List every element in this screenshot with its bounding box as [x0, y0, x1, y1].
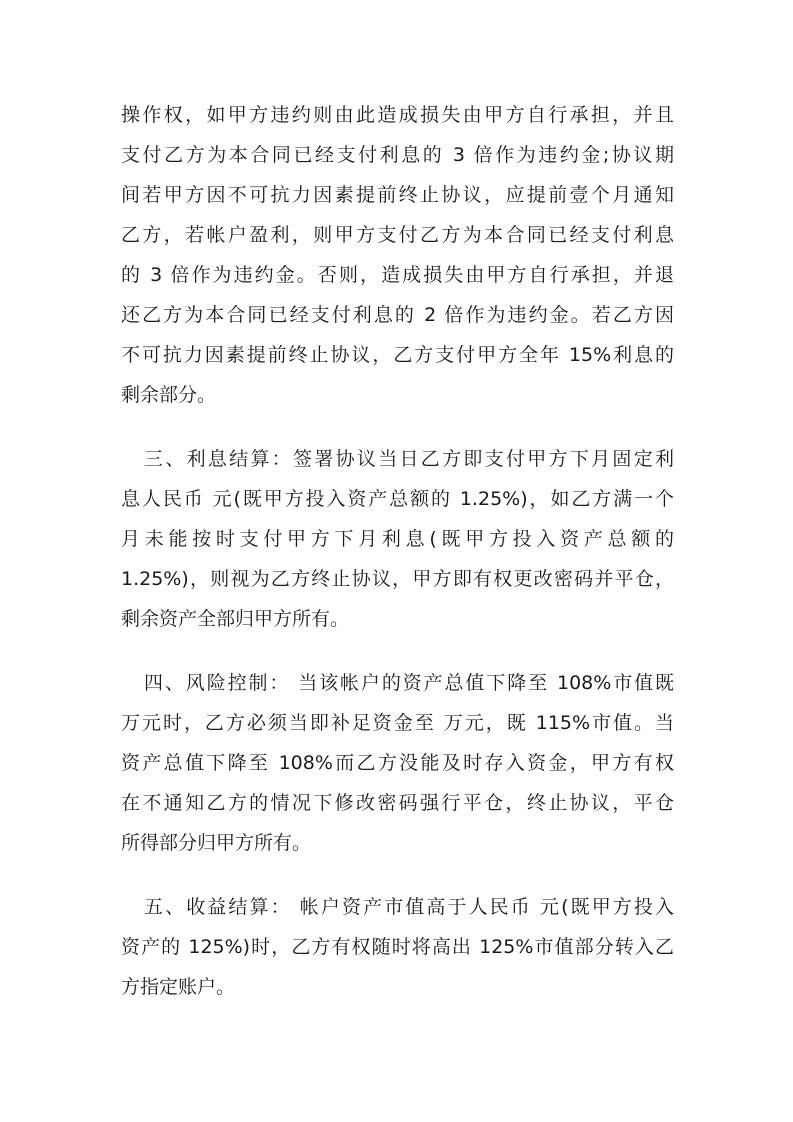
text-line: 在不通知乙方的情况下修改密码强行平仓，终止协议，平仓	[121, 792, 674, 814]
text-line: 剩余资产全部归甲方所有。	[121, 608, 350, 630]
text-line: 月未能按时支付甲方下月利息(既甲方投入资产总额的	[121, 528, 674, 550]
paragraph-profit-settlement	[121, 887, 674, 1007]
text-line: 还乙方为本合同已经支付利息的 2 倍作为违约金。若乙方因	[121, 304, 674, 326]
paragraph-risk-control	[121, 663, 674, 863]
section-heading-line: 三、利息结算：签署协议当日乙方即支付甲方下月固定利	[144, 448, 674, 470]
text-line: 资产的 125%)时，乙方有权随时将高出 125%市值部分转入乙	[121, 936, 674, 958]
text-line: 万元时，乙方必须当即补足资金至 万元，既 115%市值。当	[121, 712, 674, 734]
text-line: 操作权，如甲方违约则由此造成损失由甲方自行承担，并且	[121, 104, 674, 126]
section-heading-line: 五、收益结算： 帐户资产市值高于人民币 元(既甲方投入	[144, 896, 674, 918]
text-line: 所得部分归甲方所有。	[121, 832, 312, 854]
text-line: 乙方，若帐户盈利，则甲方支付乙方为本合同已经支付利息	[121, 224, 674, 246]
text-line: 1.25%)，则视为乙方终止协议，甲方即有权更改密码并平仓，	[121, 568, 674, 590]
text-line: 息人民币 元(既甲方投入资产总额的 1.25%)，如乙方满一个	[121, 488, 674, 510]
text-line: 支付乙方为本合同已经支付利息的 3 倍作为违约金;协议期	[121, 144, 674, 166]
text-line: 间若甲方因不可抗力因素提前终止协议，应提前壹个月通知	[121, 184, 674, 206]
document-body	[121, 95, 674, 1007]
paragraph-interest-settlement	[121, 439, 674, 639]
text-line: 不可抗力因素提前终止协议，乙方支付甲方全年 15%利息的	[121, 344, 674, 366]
text-line: 剩余部分。	[121, 384, 217, 406]
section-heading-line: 四、风险控制： 当该帐户的资产总值下降至 108%市值既	[144, 672, 674, 694]
text-line: 资产总值下降至 108%而乙方没能及时存入资金，甲方有权	[121, 752, 674, 774]
paragraph-breach-terms	[121, 95, 674, 415]
text-line: 方指定账户。	[121, 976, 236, 998]
text-line: 的 3 倍作为违约金。否则，造成损失由甲方自行承担，并退	[121, 264, 674, 286]
